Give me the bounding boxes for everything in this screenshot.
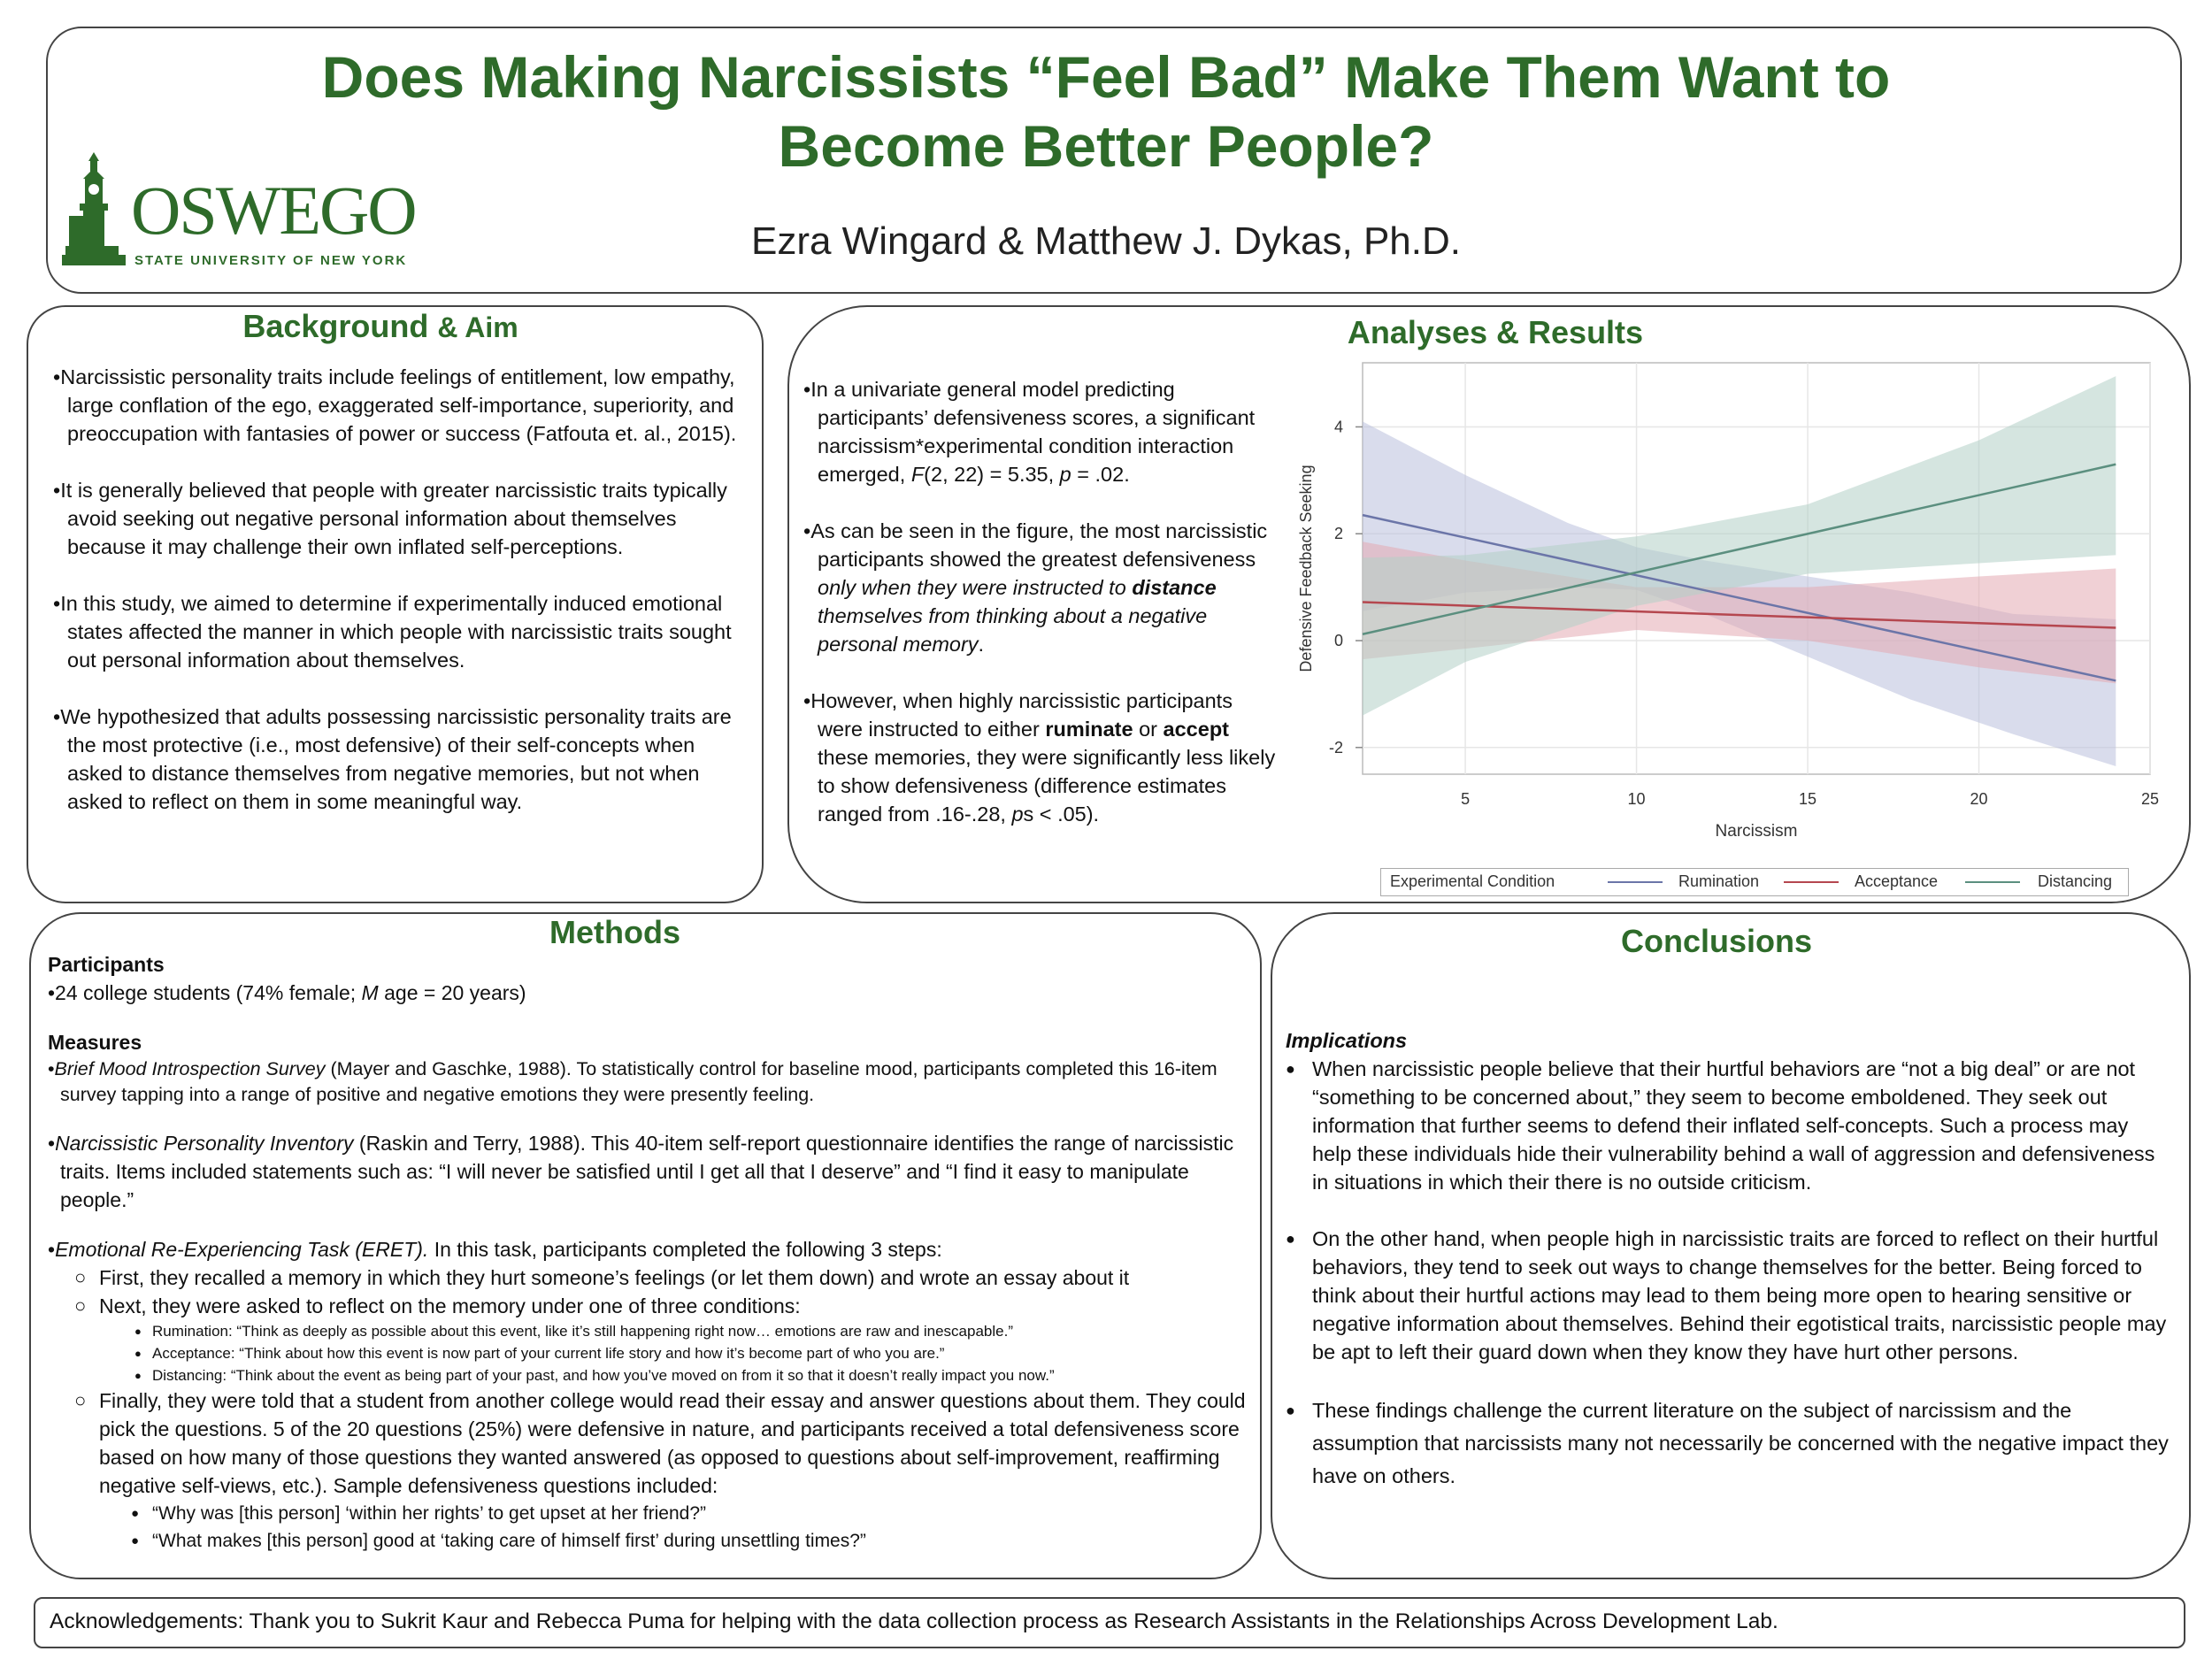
y-tick-label: -2 xyxy=(1328,738,1343,757)
methods-title: Methods xyxy=(549,914,680,950)
results-bullet-1: •In a univariate general model predicting participants’ defensiveness scores, a significant narcissism*experimental condition interaction emerged, F(2, 22) = 5.35, p = .02. xyxy=(803,378,1256,486)
x-tick-label: 5 xyxy=(1461,790,1471,808)
legend-label-acceptance: Acceptance xyxy=(1855,872,1939,890)
condition-acceptance: ● Acceptance: “Think about how this event is now part of your current life story and how it’s become part of who you are.” xyxy=(152,1342,1251,1364)
condition-distancing: ● Distancing: “Think about the event as being part of your past, and how you’ve moved on from it so that it doesn’t really impact you now.” xyxy=(152,1364,1251,1386)
legend-title: Experimental Condition xyxy=(1390,872,1555,890)
results-text xyxy=(803,375,1281,828)
oswego-logo xyxy=(62,152,416,276)
background-bullet: •We hypothesized that adults possessing narcissistic personality traits are the most protective (i.e., most defensive) of their self-concepts when asked to distance themselves from negative memories, but not when asked to reflect on them in some meaningful way. xyxy=(53,705,732,813)
legend-label-rumination: Rumination xyxy=(1678,872,1760,890)
sample-question: ● “Why was [this person] ‘within her rights’ to get upset at her friend?” xyxy=(152,1500,1251,1527)
background-text xyxy=(53,363,743,816)
y-tick-label: 0 xyxy=(1333,632,1343,650)
y-tick-label: 4 xyxy=(1333,418,1343,436)
background-bullet: •In this study, we aimed to determine if experimentally induced emotional states affected the manner in which people with narcissistic traits sought out personal information about themselves. xyxy=(53,592,732,672)
eret-steps xyxy=(48,1263,1251,1555)
conclusions-list xyxy=(1286,1055,2170,1493)
title-line-1: Does Making Narcissists “Feel Bad” Make Them Want to xyxy=(321,44,1891,110)
logo-subtitle: STATE UNIVERSITY OF NEW YORK xyxy=(134,253,408,268)
results-bullet-2: •As can be seen in the figure, the most narcissistic participants showed the greatest defensiveness only when they were instructed to distance themselves from thinking about a negative personal memory. xyxy=(803,519,1268,656)
conclusion-item: ● These findings challenge the current literature on the subject of narcissism and the assumption that narcissists many not necessarily be concerned with the negative impact they have on others. xyxy=(1286,1394,2170,1493)
clock-tower-icon xyxy=(62,152,133,276)
logo-wordmark: OSWEGO xyxy=(131,172,416,249)
measure-eret: •Emotional Re-Experiencing Task (ERET). In this task, participants completed the following 3 steps: xyxy=(48,1238,942,1261)
condition-rumination: ● Rumination: “Think as deeply as possible about this event, like it’s still happening right now… emotions are raw and inescapable.” xyxy=(152,1320,1251,1342)
conclusions-title: Conclusions xyxy=(1620,923,1813,959)
title-line-2: Become Better People? xyxy=(778,113,1434,179)
legend-line-rumination xyxy=(1608,881,1663,883)
background-title: Background & Aim xyxy=(242,308,518,344)
sample-questions xyxy=(99,1500,1251,1555)
implications-heading: Implications xyxy=(1286,1029,1408,1052)
authors: Ezra Wingard & Matthew J. Dykas, Ph.D. xyxy=(750,219,1462,263)
legend-line-acceptance xyxy=(1784,881,1839,883)
results-title: Analyses & Results xyxy=(1347,314,1644,350)
eret-step-2: ○ Next, they were asked to reflect on the memory under one of three conditions: ● Rumination: “Think as deeply as possible about this event, like it’s still happening right now… emotions are raw and inescapable.” ● Acceptance: “Think about how this event is now part of your current life story and how it’s become part of who you are.” ● Distancing: “Think about the event as being part of your past, and how you’ve moved on from it so that it doesn’t really impact you now.” xyxy=(99,1292,1251,1386)
background-bullet: •It is generally believed that people with greater narcissistic traits typically avoid seeking out negative personal information about themselves because it may challenge their own inflated self-perceptions. xyxy=(53,479,727,558)
methods-text xyxy=(48,950,1251,1555)
conclusions-text xyxy=(1286,1026,2170,1521)
interaction-chart xyxy=(1283,349,2168,863)
background-title-and: & Aim xyxy=(437,311,518,343)
acknowledgements-text: Acknowledgements: Thank you to Sukrit Kaur and Rebecca Puma for helping with the data collection process as Research Assistants in the Relationships Across Development Lab. xyxy=(50,1609,1778,1633)
results-bullet-3: •However, when highly narcissistic participants were instructed to either ruminate or accept these memories, they were significantly less likely to show defensiveness (difference estimates ranged from .16-.28, ps < .05). xyxy=(803,689,1276,826)
x-tick-label: 20 xyxy=(1970,790,1988,808)
legend-label-distancing: Distancing xyxy=(2038,872,2113,890)
conclusion-item: ● When narcissistic people believe that their hurtful behaviors are “not a big deal” or are not “something to be concerned about,” they seem to become emboldened. They seek out information that further seems to defend their inflated self-concepts. Such a process may help these individuals hide their vulnerability behind a wall of aggression and defensiveness in situations in which their there is no outside criticism. xyxy=(1286,1055,2170,1196)
eret-step-3: ○ Finally, they were told that a student from another college would read their essay and answer questions about them. They could pick the questions. 5 of the 20 questions (25%) were defensive in nature, and participants received a total defensiveness score based on how many of those questions they wanted answered (as opposed to questions about self-improvement, reaffirming negative self-views, etc.). Sample defensiveness questions included: ● “Why was [this person] ‘within her rights’ to get upset at her friend?” ● “What makes [this person] good at ‘taking care of himself first’ during unsettling times?” xyxy=(99,1386,1251,1555)
y-tick-label: 2 xyxy=(1333,525,1343,543)
legend-line-distancing xyxy=(1965,881,2020,883)
eret-step-1: ○ First, they recalled a memory in which they hurt someone’s feelings (or let them down) and wrote an essay about it xyxy=(99,1263,1251,1292)
measures-heading: Measures xyxy=(48,1031,142,1054)
x-tick-label: 15 xyxy=(1799,790,1817,808)
x-tick-label: 25 xyxy=(2140,790,2160,808)
x-tick-label: 10 xyxy=(1627,790,1646,808)
background-bullet: •Narcissistic personality traits include feelings of entitlement, low empathy, large conflation of the ego, exaggerated self-importance, superiority, and preoccupation with fantasies of power or success (Fatfouta et. al., 2015). xyxy=(53,365,737,445)
x-axis-label: Narcissism xyxy=(1715,822,1798,841)
conclusion-item: ● On the other hand, when people high in narcissistic traits are forced to reflect on their hurtful behaviors, they tend to seek out ways to change themselves for the better. Being forced to think about their hurtful actions may lead to them being more open to hearing sensitive or negative information about themselves. Behind their egotistical traits, narcissistic people may be apt to left their guard down when they know they have hurt other persons. xyxy=(1286,1225,2170,1366)
y-axis-label: Defensive Feedback Seeking xyxy=(1297,465,1315,672)
participants-text: •24 college students (74% female; M age = 20 years) xyxy=(48,981,526,1004)
chart-legend xyxy=(1380,868,2129,896)
sample-question: ● “What makes [this person] good at ‘taking care of himself first’ during unsettling times?” xyxy=(152,1527,1251,1555)
condition-list xyxy=(99,1320,1251,1386)
measure-npi: •Narcissistic Personality Inventory (Raskin and Terry, 1988). This 40-item self-report questionnaire identifies the range of narcissistic traits. Items included statements such as: “I will never be satisfied until I get all that I deserve” and “I find it easy to manipulate people.” xyxy=(48,1132,1234,1211)
measure-bmis: •Brief Mood Introspection Survey (Mayer and Gaschke, 1988). To statistically control for baseline mood, participants completed this 16-item survey tapping into a range of positive and negative emotions they were presently feeling. xyxy=(48,1058,1217,1105)
participants-heading: Participants xyxy=(48,953,165,976)
